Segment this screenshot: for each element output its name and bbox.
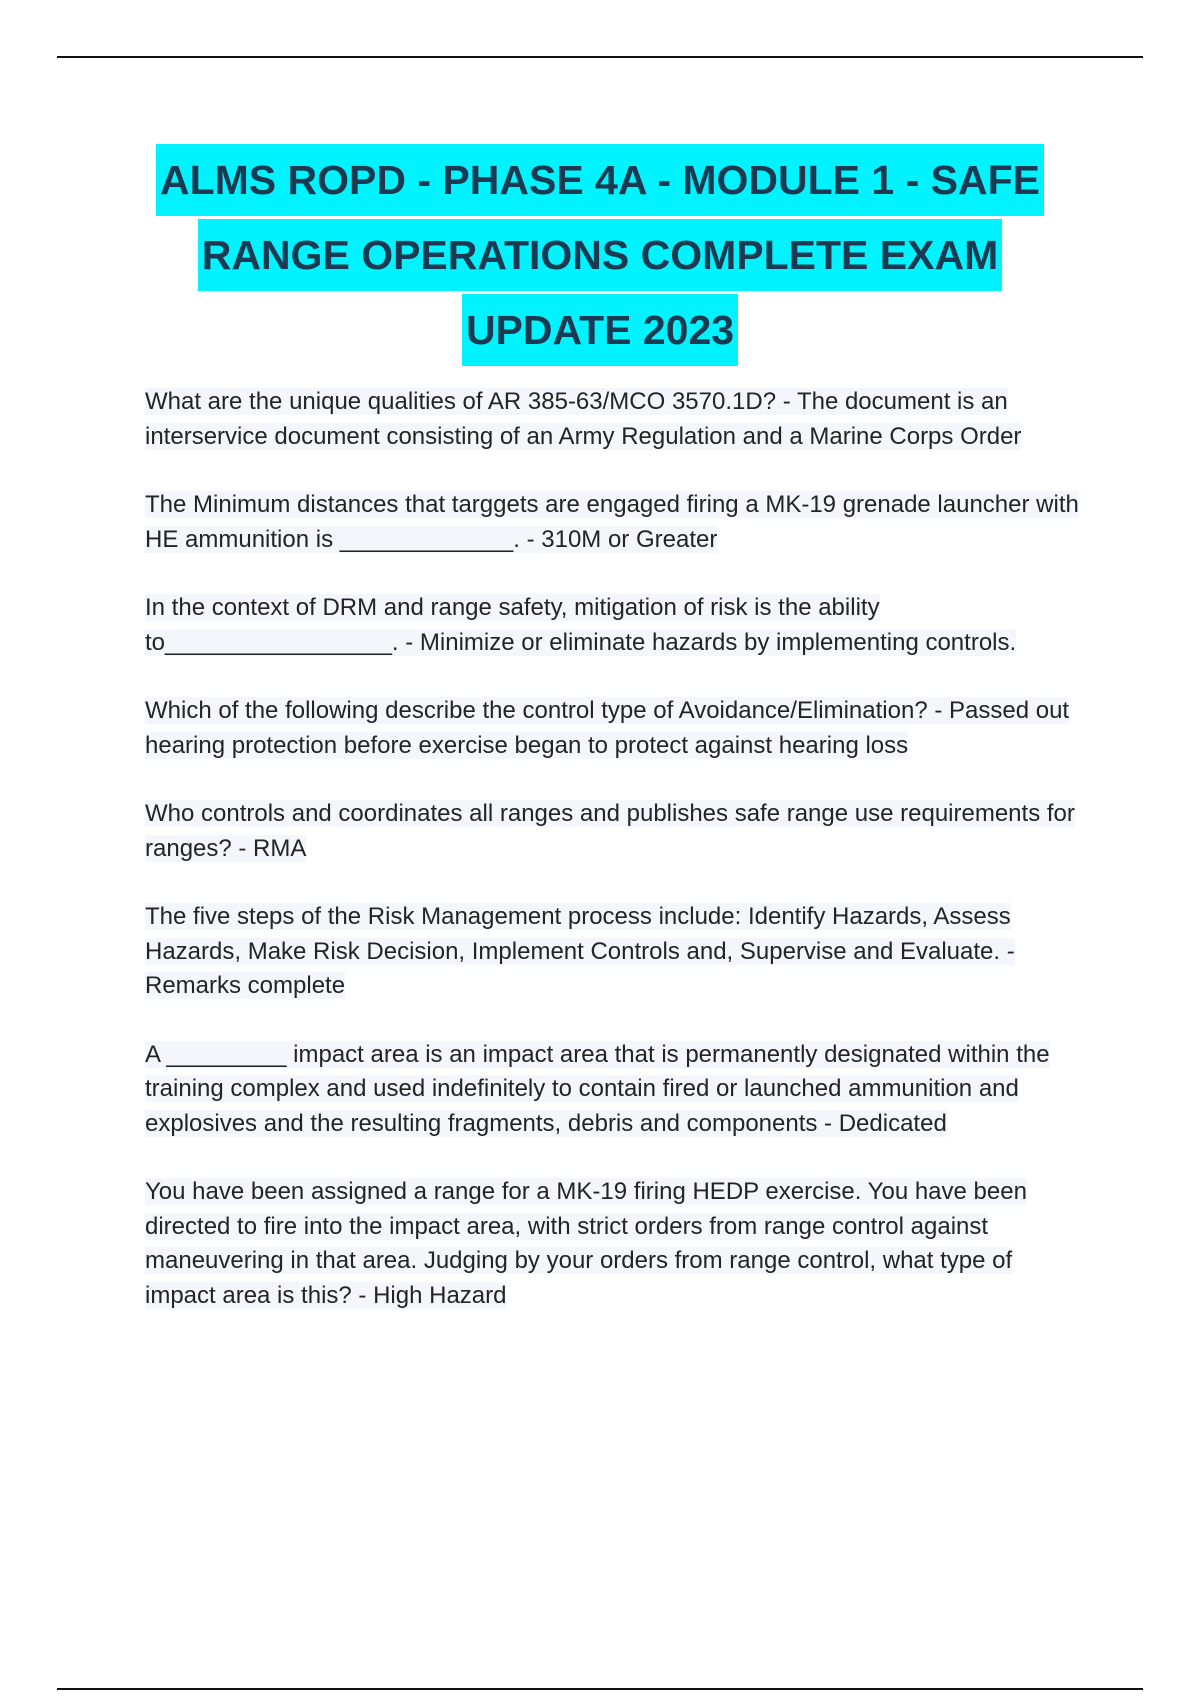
title-line: UPDATE 2023	[462, 294, 738, 366]
document-title	[120, 144, 1080, 366]
qa-text: You have been assigned a range for a MK-19 firing HEDP exercise. You have been directed to fire into the impact area, with strict orders from range control against maneuvering in that area. Judging by your orders from range control, what type of impact area is this? - High Hazard	[145, 1178, 1027, 1309]
title-line: ALMS ROPD - PHASE 4A - MODULE 1 - SAFE	[156, 144, 1044, 216]
qa-text: Who controls and coordinates all ranges and publishes safe range use requirements for ranges? - RMA	[145, 800, 1075, 862]
qa-item	[145, 488, 1085, 557]
qa-item	[145, 694, 1085, 763]
top-divider	[57, 56, 1143, 58]
qa-item	[145, 1175, 1085, 1313]
qa-item	[145, 1038, 1085, 1142]
qa-item	[145, 900, 1085, 1004]
qa-text: What are the unique qualities of AR 385-63/MCO 3570.1D? - The document is an interservice document consisting of an Army Regulation and a Marine Corps Order	[145, 388, 1022, 450]
qa-text: In the context of DRM and range safety, mitigation of risk is the ability to_________________. - Minimize or eliminate hazards by implementing controls.	[145, 594, 1017, 656]
question-answer-list	[145, 385, 1085, 1347]
qa-item	[145, 385, 1085, 454]
qa-item	[145, 591, 1085, 660]
qa-text: The five steps of the Risk Management process include: Identify Hazards, Assess Hazards, Make Risk Decision, Implement Controls and, Supervise and Evaluate. - Remarks complete	[145, 903, 1015, 999]
qa-text: Which of the following describe the control type of Avoidance/Elimination? - Passed out hearing protection before exercise began to protect against hearing loss	[145, 697, 1070, 759]
bottom-divider	[57, 1688, 1143, 1690]
qa-text: The Minimum distances that targgets are engaged firing a MK-19 grenade launcher with HE ammunition is _____________. - 310M or Greater	[145, 491, 1079, 553]
qa-item	[145, 797, 1085, 866]
qa-text: A _________ impact area is an impact area that is permanently designated within the training complex and used indefinitely to contain fired or launched ammunition and explosives and the resulting fragments, debris and components - Dedicated	[145, 1040, 1050, 1137]
title-line: RANGE OPERATIONS COMPLETE EXAM	[198, 219, 1003, 291]
